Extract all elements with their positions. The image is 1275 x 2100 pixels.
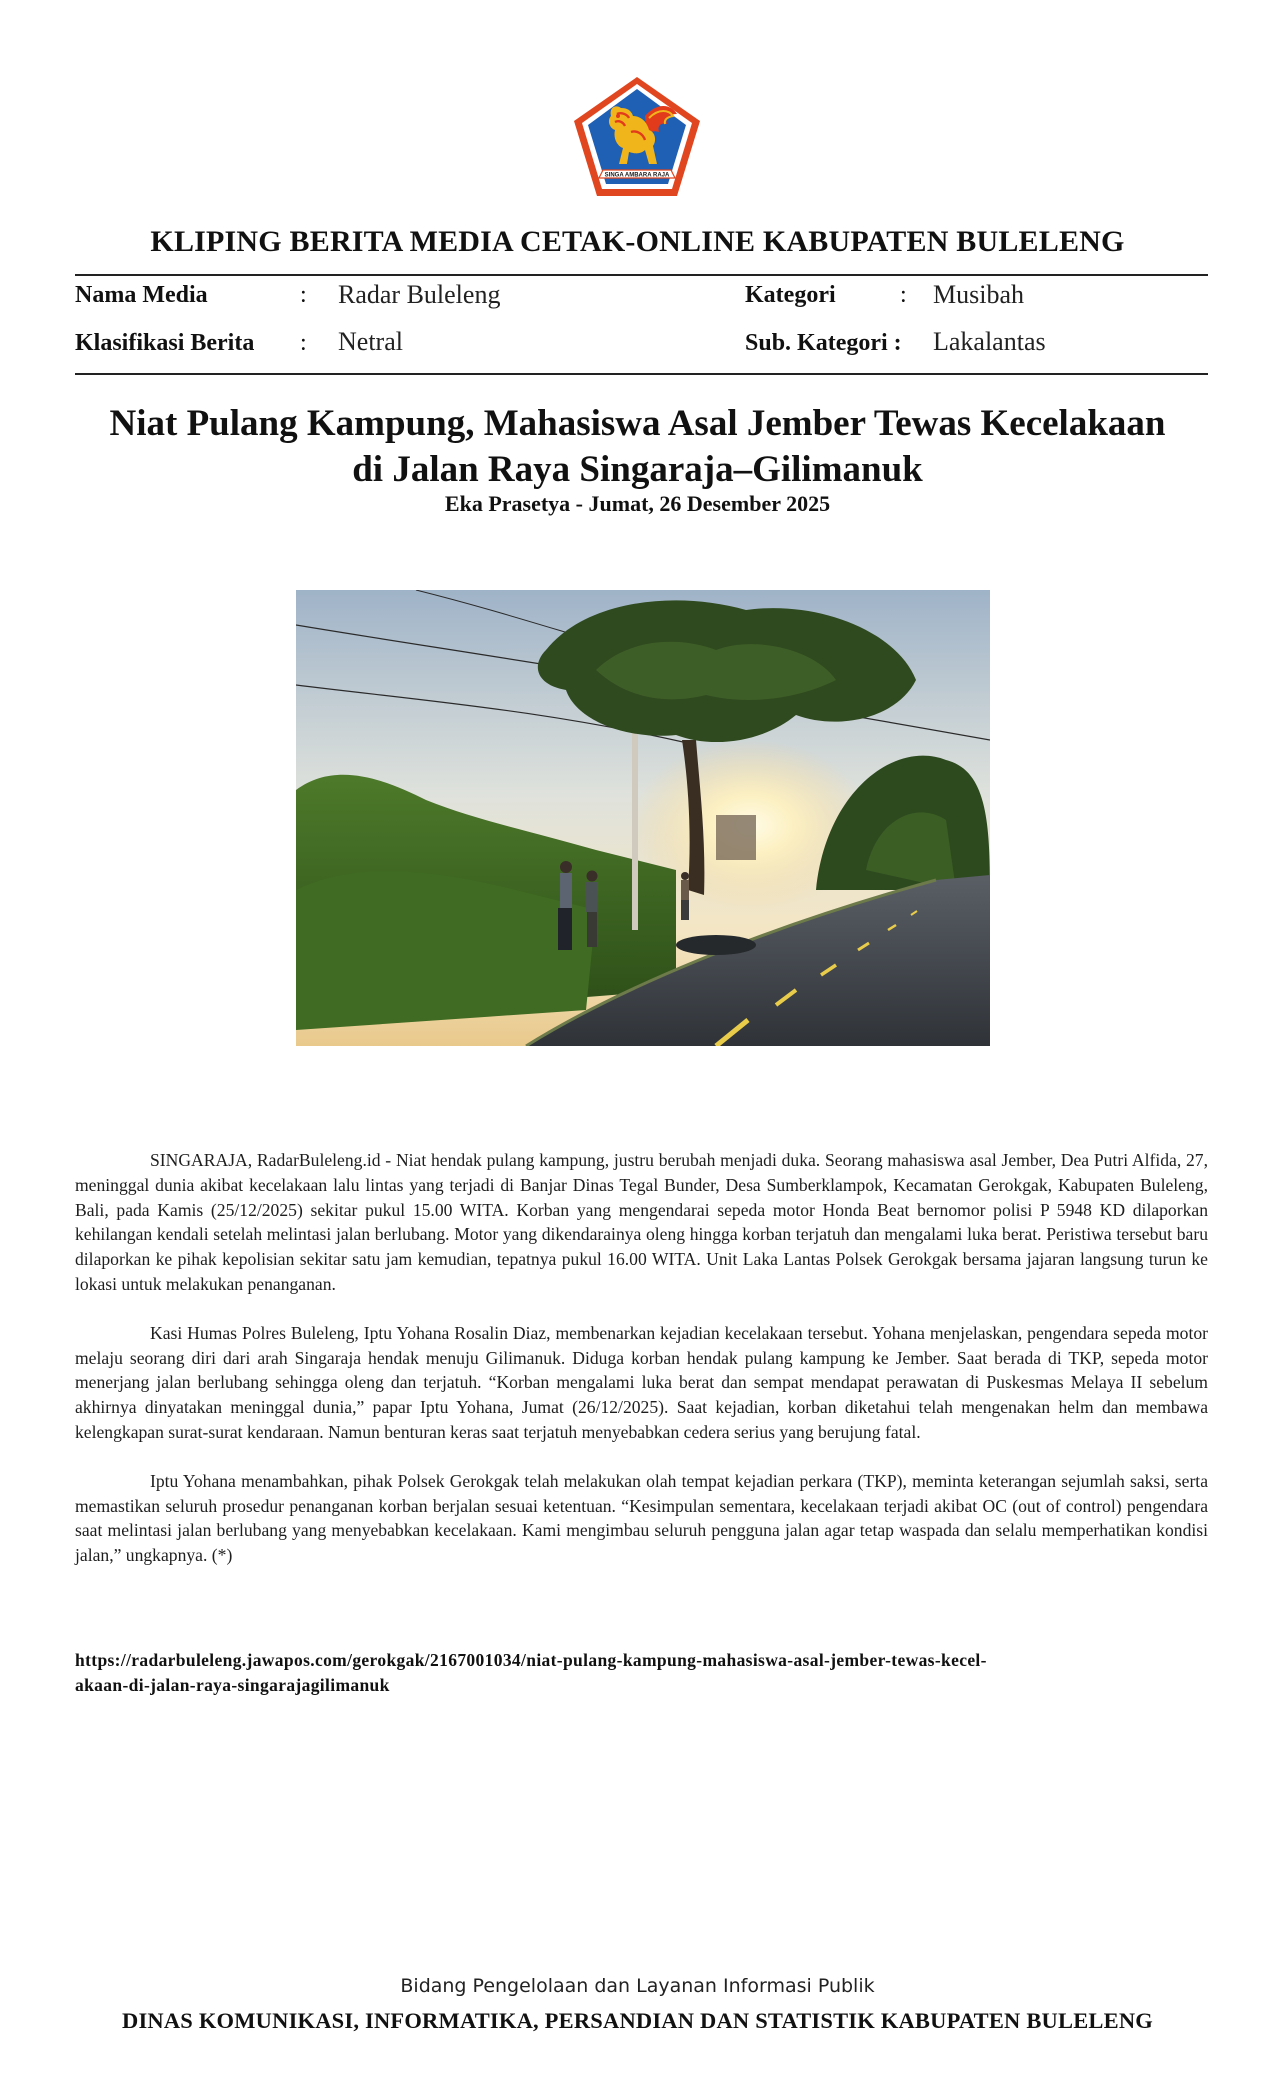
kategori-value: Musibah (933, 280, 1024, 309)
kategori-colon: : (900, 282, 907, 308)
article-photo (296, 590, 990, 1046)
media-label: Nama Media (75, 282, 208, 308)
media-colon: : (300, 282, 307, 308)
footer-department: Bidang Pengelolaan dan Layanan Informasi Publik (400, 1975, 875, 1997)
article-headline (60, 401, 1215, 493)
subkategori-value: Lakalantas (933, 327, 1046, 356)
paragraph-1: SINGARAJA, RadarBuleleng.id - Niat hendak pulang kampung, justru berubah menjadi duka. Seorang mahasiswa asal Jember, Dea Putri Alfida, 27, meninggal dunia akibat kecelakaan lalu lintas yang terjadi di Banjar Dinas Tegal Bunder, Desa Sumberklampok, Kecamatan Gerokgak, Kabupaten Buleleng, Bali, pada Kamis (25/12/2025) sekitar pukul 15.00 WITA. Korban yang mengendarai sepeda motor Honda Beat bernomor polisi P 5948 KD dilaporkan kehilangan kendali setelah melintasi jalan berlubang. Motor yang dikendarainya oleng hingga korban terjatuh dan mengalami luka berat. Peristiwa tersebut baru dilaporkan ke pihak kepolisian sekitar satu jam kemudian, tepatnya pukul 16.00 WITA. Unit Laka Lantas Polsek Gerokgak bersama jajaran langsung turun ke lokasi untuk melakukan penanganan. (75, 1150, 1208, 1294)
article-byline: Eka Prasetya - Jumat, 26 Desember 2025 (444, 491, 831, 516)
bottom-divider (75, 373, 1208, 375)
source-url-line-2: akaan-di-jalan-raya-singarajagilimanuk (75, 1675, 390, 1695)
klasifikasi-colon: : (300, 330, 307, 356)
paragraph-3: Iptu Yohana menambahkan, pihak Polsek Gerokgak telah melakukan olah tempat kejadian perkara (TKP), meminta keterangan sejumlah saksi, serta memastikan seluruh prosedur penanganan korban berjalan sesuai ketentuan. “Kesimpulan sementara, kecelakaan terjadi akibat OC (out of control) pengendara saat melintasi jalan berlubang yang menyebabkan kecelakaan. Kami mengimbau seluruh pengguna jalan agar tetap waspada dan selalu memperhatikan kondisi jalan,” ungkapnya. (*) (75, 1470, 1208, 1566)
klasifikasi-value: Netral (338, 327, 403, 356)
klasifikasi-label: Klasifikasi Berita (75, 330, 255, 356)
headline-line-1: Niat Pulang Kampung, Mahasiswa Asal Jember Tewas Kecelakaan (109, 403, 1166, 444)
headline-line-2: di Jalan Raya Singaraja–Gilimanuk (352, 449, 923, 490)
article-body (75, 1148, 1208, 1592)
paragraph-2: Kasi Humas Polres Buleleng, Iptu Yohana Rosalin Diaz, membenarkan kejadian kecelakaan tersebut. Yohana menjelaskan, pengendara sepeda motor melaju seorang diri dari arah Singaraja hendak menuju Gilimanuk. Diduga korban hendak pulang kampung ke Jember. Saat berada di TKP, sepeda motor menerjang jalan berlubang sehingga oleng dan terjatuh. “Korban mengalami luka berat dan sempat mendapat perawatan di Puskesmas Melaya II sebelum akhirnya dinyatakan meninggal dunia,” papar Iptu Yohana, Jumat (26/12/2025). Saat kejadian, korban diketahui telah mengenakan helm dan membawa kelengkapan surat-surat kendaraan. Namun benturan keras saat terjatuh menyebabkan cedera serius yang berujung fatal. (75, 1322, 1208, 1442)
kategori-label: Kategori (745, 282, 836, 308)
source-url-line-1: https://radarbuleleng.jawapos.com/gerokgak/2167001034/niat-pulang-kampung-mahasiswa-asal-jember-tewas-kecel- (75, 1650, 987, 1670)
ribbon-text: SINGA AMBARA RAJA (604, 172, 670, 179)
subkategori-label: Sub. Kategori : (745, 330, 902, 356)
media-value: Radar Buleleng (338, 280, 501, 309)
footer-agency: DINAS KOMUNIKASI, INFORMATIKA, PERSANDIAN DAN STATISTIK KABUPATEN BULELENG (122, 2008, 1153, 2033)
officer-figure (558, 861, 572, 950)
source-url (75, 1648, 1208, 1698)
document-title: KLIPING BERITA MEDIA CETAK-ONLINE KABUPATEN BULELENG (150, 225, 1125, 258)
top-divider (75, 274, 1208, 276)
buleleng-emblem-logo (571, 74, 703, 199)
